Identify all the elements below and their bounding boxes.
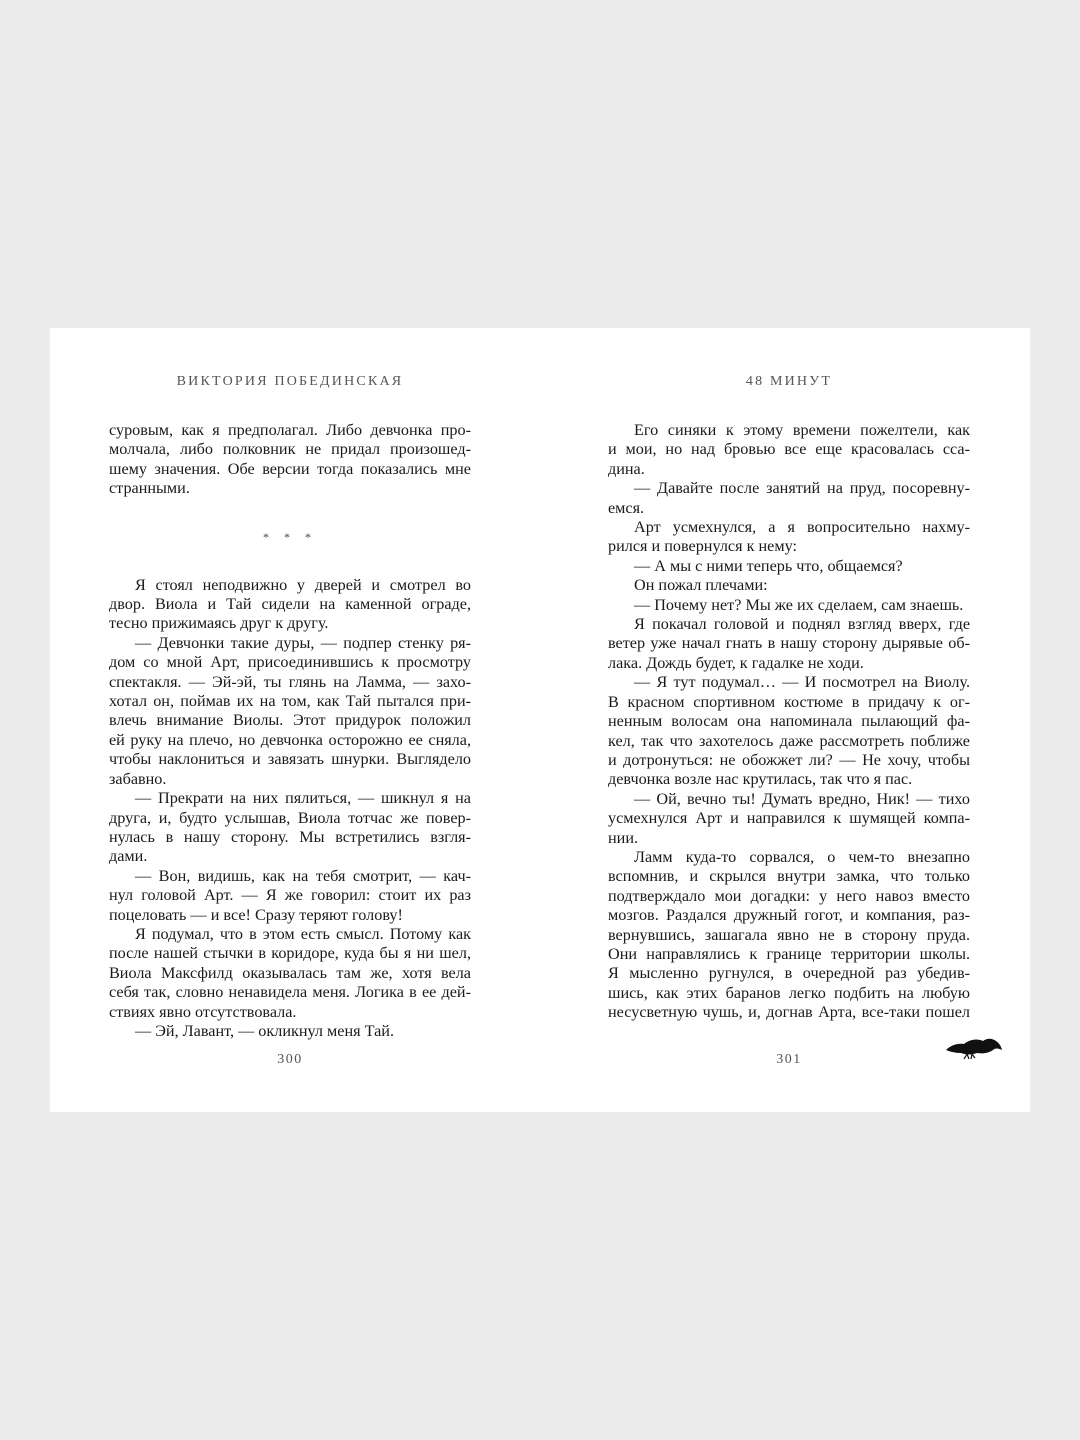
text-line: Ламм куда-то сорвался, о чем-то внезапно bbox=[634, 847, 970, 866]
text-line: кел, так что захотелось даже рассмотреть поближе bbox=[608, 731, 970, 750]
text-line: себя так, словно ненавидела меня. Логика в ее дей- bbox=[109, 983, 471, 1002]
left-text-after-break bbox=[109, 576, 471, 1042]
text-line: странными. bbox=[109, 479, 190, 498]
text-line: вспомнив, и скрылся внутри замка, что только bbox=[608, 867, 970, 886]
right-text-column bbox=[608, 421, 970, 1023]
text-line: Он пожал плечами: bbox=[634, 576, 768, 595]
text-line: — Девчонки такие дуры, — подпер стенку ря- bbox=[135, 633, 471, 652]
text-line: друга, и, будто услышав, Виола тотчас же повер- bbox=[109, 808, 471, 827]
text-line: поцеловать — и все! Сразу теряют голову! bbox=[109, 905, 403, 924]
text-line: емся. bbox=[608, 498, 645, 517]
text-line: Я стоял неподвижно у дверей и смотрел во bbox=[135, 575, 471, 594]
text-line: Они направлялись к границе территории школы. bbox=[608, 944, 970, 963]
text-line: ствиях явно отсутствовала. bbox=[109, 1002, 297, 1021]
text-line: тесно прижимаясь друг к другу. bbox=[109, 614, 329, 633]
text-line: мозгов. Раздался дружный гогот, и компания, раз- bbox=[608, 906, 970, 925]
left-page-number: 300 bbox=[277, 1052, 303, 1067]
text-line: чтобы наклониться и завязать шнурки. Выглядело bbox=[109, 750, 471, 769]
text-line: нулась в нашу сторону. Мы встретились взгля- bbox=[109, 827, 471, 846]
text-line: рился и повернулся к нему: bbox=[608, 537, 797, 556]
text-line: дина. bbox=[608, 459, 645, 478]
text-line: дами. bbox=[109, 847, 148, 866]
text-line: дом со мной Арт, присоединившись к просмотру bbox=[109, 653, 471, 672]
text-line: молчала, либо полковник не придал произошед- bbox=[109, 440, 471, 459]
text-line: Я мысленно ругнулся, в очередной раз убедив- bbox=[608, 964, 970, 983]
text-line: — Давайте после занятий на пруд, посоревну- bbox=[634, 479, 970, 498]
section-break-asterism: * * * bbox=[263, 529, 317, 544]
text-line: нии. bbox=[608, 828, 639, 847]
text-line: ненным волосам она напоминала пылающий фа- bbox=[608, 712, 970, 731]
text-line: хотал он, поймав их на том, как Тай пытался при- bbox=[109, 692, 471, 711]
text-line: В красном спортивном костюме в придачу к ог- bbox=[608, 692, 970, 711]
right-page-number: 301 bbox=[776, 1052, 802, 1067]
text-line: Арт усмехнулся, а я вопросительно нахму- bbox=[634, 518, 970, 537]
book-spread bbox=[50, 328, 1030, 1112]
text-line: ей руку на плечо, но девчонка осторожно ее сняла, bbox=[109, 730, 471, 749]
text-line: Я подумал, что в этом есть смысл. Потому как bbox=[135, 924, 471, 943]
text-line: — Вон, видишь, как на тебя смотрит, — кач- bbox=[135, 866, 471, 885]
text-line: — Эй, Лавант, — окликнул меня Тай. bbox=[135, 1021, 394, 1040]
text-line: шись, как этих баранов легко подбить на любую bbox=[608, 983, 970, 1002]
raven-icon bbox=[945, 1036, 1003, 1062]
text-line: двор. Виола и Тай сидели на каменной ограде, bbox=[109, 595, 471, 614]
text-line: забавно. bbox=[109, 769, 167, 788]
text-line: — А мы с ними теперь что, общаемся? bbox=[634, 556, 903, 575]
left-text-before-break bbox=[109, 421, 471, 499]
text-line: ветер уже начал гнать в нашу сторону дырявые об- bbox=[608, 634, 970, 653]
text-line: Виола Максфилд оказывалась там же, хотя вела bbox=[109, 963, 471, 982]
text-line: вернувшись, зашагала явно не в сторону пруда. bbox=[608, 925, 970, 944]
text-line: несусветную чушь, и, догнав Арта, все-таки пошел bbox=[608, 1003, 970, 1022]
text-line: суровым, как я предполагал. Либо девчонка про- bbox=[109, 421, 471, 439]
right-page-text bbox=[608, 421, 970, 1023]
text-line: — Я тут подумал… — И посмотрел на Виолу. bbox=[634, 673, 970, 692]
text-line: усмехнулся Арт и направился к шумящей компа- bbox=[608, 809, 970, 828]
text-line: — Прекрати на них пялиться, — шикнул я на bbox=[135, 789, 471, 808]
text-line: нул головой Арт. — Я же говорил: стоит их раз bbox=[109, 886, 471, 905]
text-line: подтверждало мои догадки: у него навоз вместо bbox=[608, 886, 970, 905]
text-line: девчонка возле нас крутилась, так что я пас. bbox=[608, 770, 913, 789]
text-line: — Ой, вечно ты! Думать вредно, Ник! — тихо bbox=[634, 789, 970, 808]
left-page bbox=[109, 328, 471, 1112]
left-page-text bbox=[109, 421, 471, 1041]
text-line: и дотронуться: не обожжет ли? — Не хочу, чтобы bbox=[608, 750, 970, 769]
left-running-head: ВИКТОРИЯ ПОБЕДИНСКАЯ bbox=[176, 374, 404, 389]
text-line: — Почему нет? Мы же их сделаем, сам знаешь. bbox=[634, 595, 964, 614]
text-line: после нашей стычки в коридоре, куда бы я ни шел, bbox=[109, 944, 471, 963]
text-line: шему значения. Обе версии тогда показались мне bbox=[109, 459, 471, 478]
text-line: Я покачал головой и поднял взгляд вверх, где bbox=[634, 615, 970, 634]
text-line: Его синяки к этому времени пожелтели, как bbox=[634, 421, 970, 439]
text-line: спектакля. — Эй-эй, ты глянь на Ламма, — захо- bbox=[109, 672, 471, 691]
text-line: влечь внимание Виолы. Этот придурок положил bbox=[109, 711, 471, 730]
text-line: и мои, но над бровью все еще красовалась сса- bbox=[608, 440, 970, 459]
right-page bbox=[608, 328, 970, 1112]
right-running-head: 48 МИНУТ bbox=[745, 374, 833, 389]
text-line: лака. Дождь будет, к гадалке не ходи. bbox=[608, 653, 864, 672]
